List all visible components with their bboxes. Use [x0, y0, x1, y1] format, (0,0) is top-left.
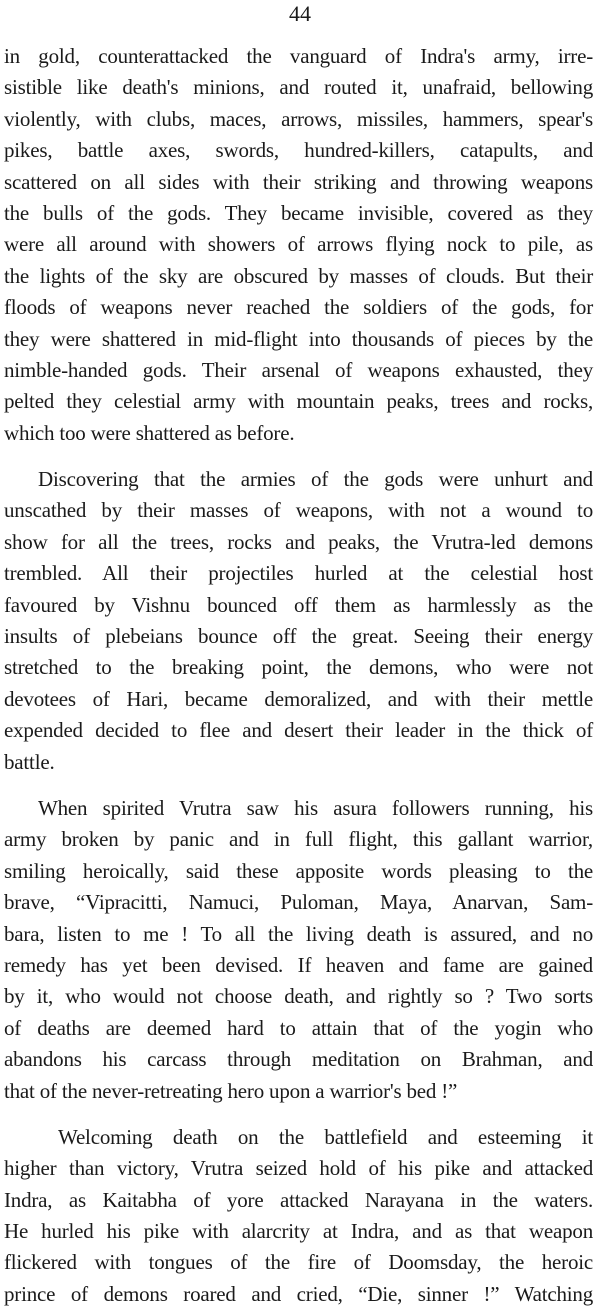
paragraph-gap	[4, 778, 593, 793]
paragraph	[4, 464, 593, 778]
paragraph	[4, 793, 593, 1107]
text-line: that of the never-retreating hero upon a warrior's bed !”	[4, 1078, 458, 1103]
text-line: battle.	[4, 749, 55, 774]
text-line: show for all the trees, rocks and peaks, the Vrutra-led demons	[4, 529, 593, 554]
text-line: floods of weapons never reached the soldiers of the gods, for	[4, 295, 593, 320]
text-line: they were shattered in mid-flight into thousands of pieces by the	[4, 326, 593, 351]
text-line: of deaths are deemed hard to attain that of the yogin who	[4, 1015, 593, 1040]
text-line: devotees of Hari, became demoralized, and with their mettle	[4, 686, 593, 711]
text-line: pelted they celestial army with mountain peaks, trees and rocks,	[4, 389, 593, 414]
text-line: which too were shattered as before.	[4, 420, 295, 445]
text-line: Indra, as Kaitabha of yore attacked Narayana in the waters.	[4, 1187, 593, 1212]
text-line: expended decided to flee and desert their leader in the thick of	[4, 718, 593, 743]
text-line: scattered on all sides with their striking and throwing weapons	[4, 169, 593, 194]
text-line: by it, who would not choose death, and rightly so ? Two sorts	[4, 984, 593, 1009]
text-line: favoured by Vishnu bounced off them as harmlessly as the	[4, 592, 593, 617]
text-line: pikes, battle axes, swords, hundred-killers, catapults, and	[4, 138, 593, 163]
text-line: higher than victory, Vrutra seized hold of his pike and attacked	[4, 1156, 593, 1181]
text-line: trembled. All their projectiles hurled at the celestial host	[4, 561, 593, 586]
text-line: bara, listen to me ! To all the living death is assured, and no	[4, 921, 593, 946]
text-line: Welcoming death on the battlefield and esteeming it	[58, 1124, 593, 1149]
paragraph	[4, 1122, 593, 1310]
text-line: were all around with showers of arrows flying nock to pile, as	[4, 232, 593, 257]
text-line: brave, “Vipracitti, Namuci, Puloman, Maya, Anarvan, Sam-	[4, 890, 593, 915]
text-line: violently, with clubs, maces, arrows, missiles, hammers, spear's	[4, 106, 593, 131]
text-line: Discovering that the armies of the gods were unhurt and	[38, 467, 593, 492]
text-line: abandons his carcass through meditation on Brahman, and	[4, 1047, 593, 1072]
text-line: remedy has yet been devised. If heaven and fame are gained	[4, 952, 593, 977]
text-line: sistible like death's minions, and routed it, unafraid, bellowing	[4, 75, 593, 100]
text-line: nimble-handed gods. Their arsenal of weapons exhausted, they	[4, 357, 593, 382]
text-line: When spirited Vrutra saw his asura followers running, his	[38, 795, 593, 820]
text-line: smiling heroically, said these apposite words pleasing to the	[4, 858, 593, 883]
text-line: the bulls of the gods. They became invisible, covered as they	[4, 200, 593, 225]
text-line: army broken by panic and in full flight, this gallant warrior,	[4, 827, 593, 852]
text-line: the lights of the sky are obscured by masses of clouds. But their	[4, 263, 593, 288]
page-number: 44	[289, 1, 311, 26]
paragraph-gap	[4, 449, 593, 464]
text-line: flickered with tongues of the fire of Doomsday, the heroic	[4, 1250, 593, 1275]
text-line: prince of demons roared and cried, “Die, sinner !” Watching	[4, 1281, 593, 1306]
text-line: stretched to the breaking point, the demons, who were not	[4, 655, 593, 680]
text-line: insults of plebeians bounce off the great. Seeing their energy	[4, 624, 593, 649]
text-line: unscathed by their masses of weapons, with not a wound to	[4, 498, 593, 523]
text-line: in gold, counterattacked the vanguard of Indra's army, irre-	[4, 44, 593, 68]
paragraph	[4, 41, 593, 449]
text-line: He hurled his pike with alarcrity at Indra, and as that weapon	[4, 1219, 593, 1244]
